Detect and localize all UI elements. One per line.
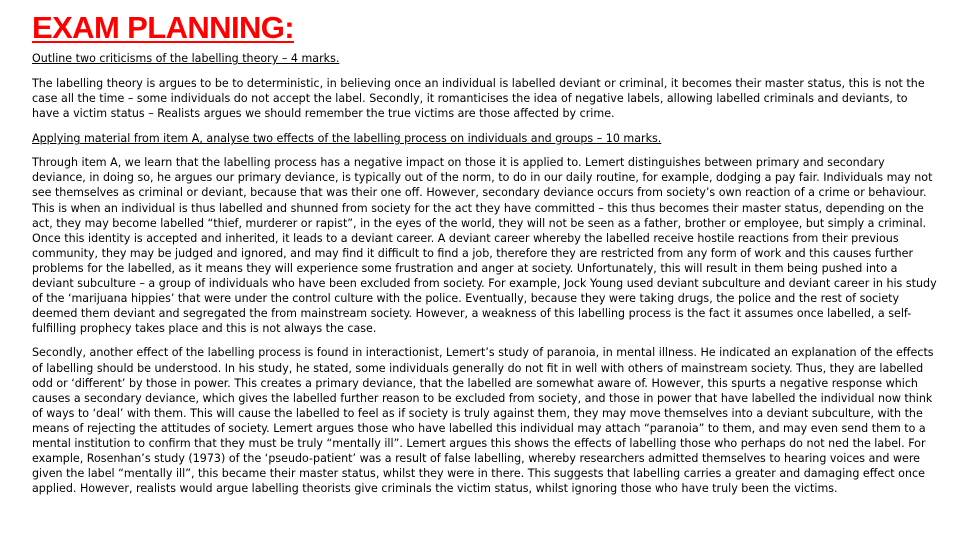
slide-content (32, 8, 938, 496)
answer-1-paragraph: The labelling theory is argues to be to deterministic, in believing once an individual is labelled deviant or criminal, it becomes their master status, this is not the case all the time – some individuals do not accept the label. Secondly, it romanticises the idea of negative labels, allowing labelled criminals and deviants, to have a victim status – Realists argues we should remember the true victims are those affected by crime. (32, 77, 925, 121)
answer-2-paragraph-1: Through item A, we learn that the labelling process has a negative impact on those it is applied to. Lemert distinguishes between primary and secondary deviance, in doing so, he argues our primary deviance, is typically out of the norm, to do in our daily routine, for example, dodging a pay fair. Individuals may not see themselves as criminal or deviant, because that was their one off. However, secondary deviance occurs from society’s own reaction of a crime or behaviour. This is when an individual is thus labelled and shunned from society for the act they have committed – this thus becomes their master status, depending on the act, they may become labelled “thief, murderer or rapist”, in the eyes of the world, they will not be seen as a father, brother or employee, but simply a criminal. Once this identity is accepted and inherited, it leads to a deviant career. A deviant career whereby the labelled receive hostile reactions from their previous community, they may be judged and ignored, and may find it difficult to find a job, therefore they are restricted from any form of work and this causes further problems for the labelled, as it means they will experience some frustration and anger at society. Unfortunately, this will result in them being pushed into a deviant subculture – a group of individuals who have been excluded from society. For example, Jock Young used deviant subculture and deviant career in his study of the ‘marijuana hippies’ that were under the control culture with the police. Eventually, because they were taking drugs, the police and the rest of society deemed them deviant and segregated the from mainstream society. However, a weakness of this labelling process is the fact it assumes once labelled, a self-fulfilling prophecy takes place and this is not always the case. (32, 156, 937, 336)
page-title: EXAM PLANNING: (32, 10, 294, 45)
question-2: Applying material from item A, analyse two effects of the labelling process on individuals and groups – 10 marks. (32, 132, 662, 146)
answer-2-paragraph-2: Secondly, another effect of the labelling process is found in interactionist, Lemert’s study of paranoia, in mental illness. He indicated an explanation of the effects of labelling should be understood. In his study, he stated, some individuals generally do not fit in well with others of mainstream society. Thus, they are labelled odd or ‘different’ by those in power. This creates a primary deviance, that the labelled are somewhat aware of. However, this spurts a negative response which causes a secondary deviance, which gives the labelled further reason to be excluded from society, and those in power that have labelled the individual now think of ways to ‘deal’ with them. This will cause the labelled to feel as if society is truly against them, they may move themselves into a deviant subculture, with the means of rejecting the attitudes of society. Lemert argues those who have labelled this individual may attach “paranoia” to them, and may even send them to a mental institution to confirm that they must be truly “mentally ill”. Lemert argues this shows the effects of labelling those who perhaps do not ned the label. For example, Rosenhan’s study (1973) of the ‘pseudo-patient’ was a result of false labelling, whereby researchers admitted themselves to hearing voices and were given the label “mentally ill”, this became their master status, whilst they were in there. This suggests that labelling carries a greater and damaging effect once applied. However, realists would argue labelling theorists give criminals the victim status, whilst ignoring those who have truly been the victims. (32, 346, 934, 496)
question-1: Outline two criticisms of the labelling theory – 4 marks. (32, 52, 340, 65)
